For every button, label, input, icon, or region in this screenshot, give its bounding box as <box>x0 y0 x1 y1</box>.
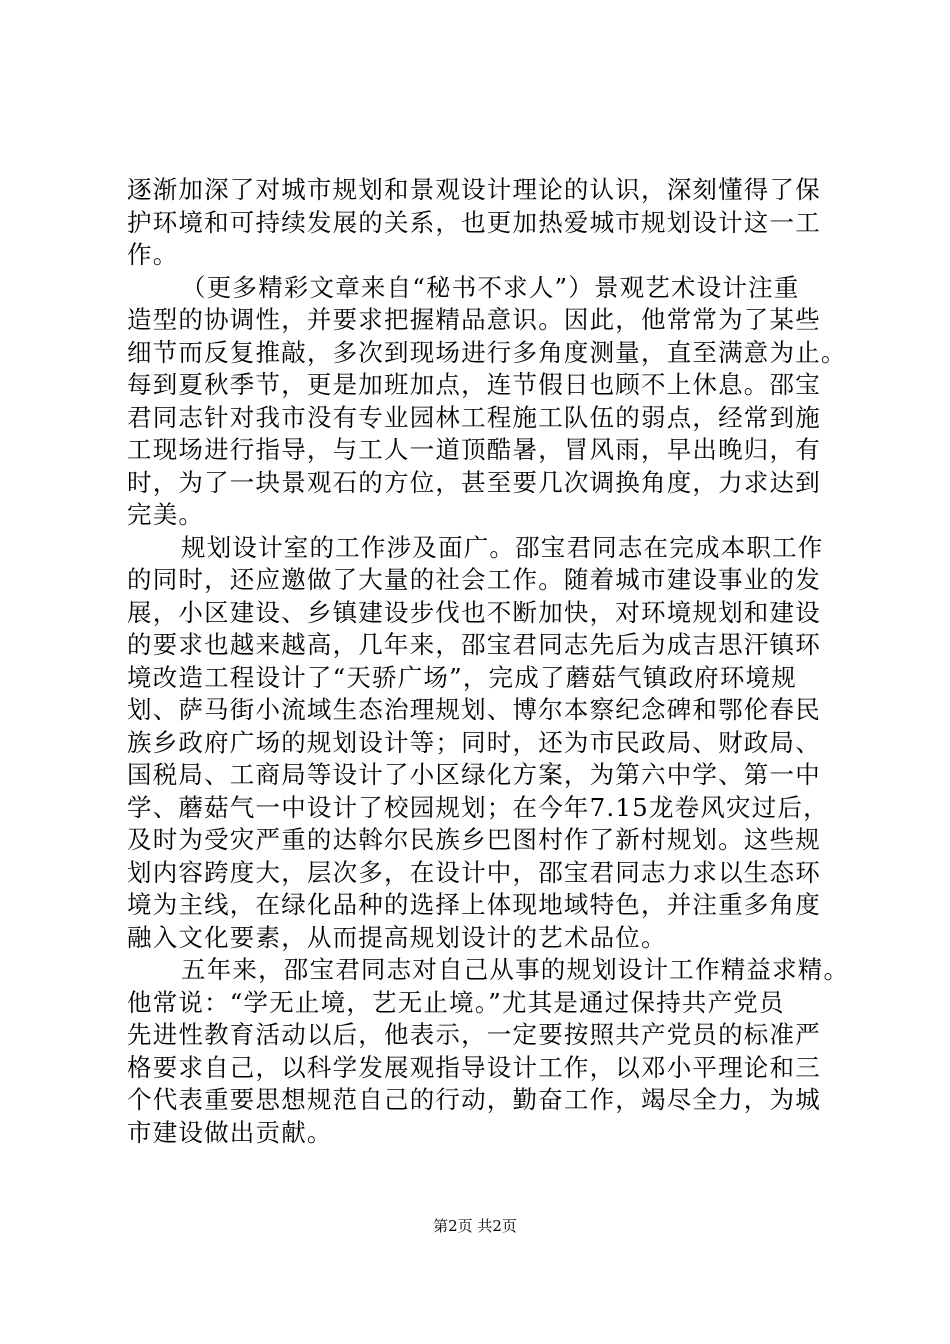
text-line: 工现场进行指导，与工人一道顶酷暑，冒风雨，早出晚归，有 <box>127 435 821 464</box>
text-line: 境改造工程设计了“天骄广场”，完成了蘑菇气镇政府环境规 <box>127 662 797 692</box>
page-number-label: 第2页 共2页 <box>433 1217 517 1235</box>
text-line: 境为主线，在绿化品种的选择上体现地域特色，并注重多角度 <box>127 890 821 919</box>
text-line: 逐渐加深了对城市规划和景观设计理论的认识，深刻懂得了保 <box>127 175 821 204</box>
text-line: 先进性教育活动以后，他表示，一定要按照共产党员的标准严 <box>127 1020 821 1049</box>
text-line: 造型的协调性，并要求把握精品意识。因此，他常常为了某些 <box>127 305 821 334</box>
body-text <box>127 174 850 1149</box>
text-line: 君同志针对我市没有专业园林工程施工队伍的弱点，经常到施 <box>127 402 821 432</box>
text-line: 市建设做出贡献。 <box>127 1117 333 1147</box>
text-line: 格要求自己，以科学发展观指导设计工作，以邓小平理论和三 <box>127 1052 821 1082</box>
text-line: 的同时，还应邀做了大量的社会工作。随着城市建设事业的发 <box>127 565 821 594</box>
text-line: 时，为了一块景观石的方位，甚至要几次调换角度，力求达到 <box>127 467 821 497</box>
text-line: 划内容跨度大，层次多，在设计中，邵宝君同志力求以生态环 <box>127 857 821 887</box>
paragraph-start-line: 规划设计室的工作涉及面广。邵宝君同志在完成本职工作 <box>181 532 824 562</box>
text-line: 每到夏秋季节，更是加班加点，连节假日也顾不上休息。邵宝 <box>127 370 821 399</box>
text-line: 个代表重要思想规范自己的行动，勤奋工作，竭尽全力，为城 <box>127 1085 821 1114</box>
page-footer <box>0 1216 950 1236</box>
paragraph-start-line: （更多精彩文章来自“秘书不求人”）景观艺术设计注重 <box>181 272 800 302</box>
text-line: 学、蘑菇气一中设计了校园规划；在今年7.15龙卷风灾过后， <box>127 792 829 822</box>
text-line: 划、萨马街小流域生态治理规划、博尔本察纪念碑和鄂伦春民 <box>127 695 821 724</box>
text-line: 他常说：“学无止境，艺无止境。”尤其是通过保持共产党员 <box>127 987 785 1017</box>
text-line: 族乡政府广场的规划设计等；同时，还为市民政局、财政局、 <box>127 727 821 757</box>
text-line: 护环境和可持续发展的关系，也更加热爱城市规划设计这一工 <box>127 207 821 237</box>
text-line: 展，小区建设、乡镇建设步伐也不断加快，对环境规划和建设 <box>127 597 821 627</box>
paragraph-start-line: 五年来，邵宝君同志对自己从事的规划设计工作精益求精。 <box>181 955 850 984</box>
text-line: 的要求也越来越高，几年来，邵宝君同志先后为成吉思汗镇环 <box>127 630 821 659</box>
text-line: 细节而反复推敲，多次到现场进行多角度测量，直至满意为止。 <box>127 337 847 367</box>
text-line: 国税局、工商局等设计了小区绿化方案，为第六中学、第一中 <box>127 760 821 789</box>
text-line: 融入文化要素，从而提高规划设计的艺术品位。 <box>127 922 667 952</box>
text-line: 作。 <box>127 240 179 269</box>
text-line: 完美。 <box>127 500 205 529</box>
text-line: 及时为受灾严重的达斡尔民族乡巴图村作了新村规划。这些规 <box>127 825 821 854</box>
